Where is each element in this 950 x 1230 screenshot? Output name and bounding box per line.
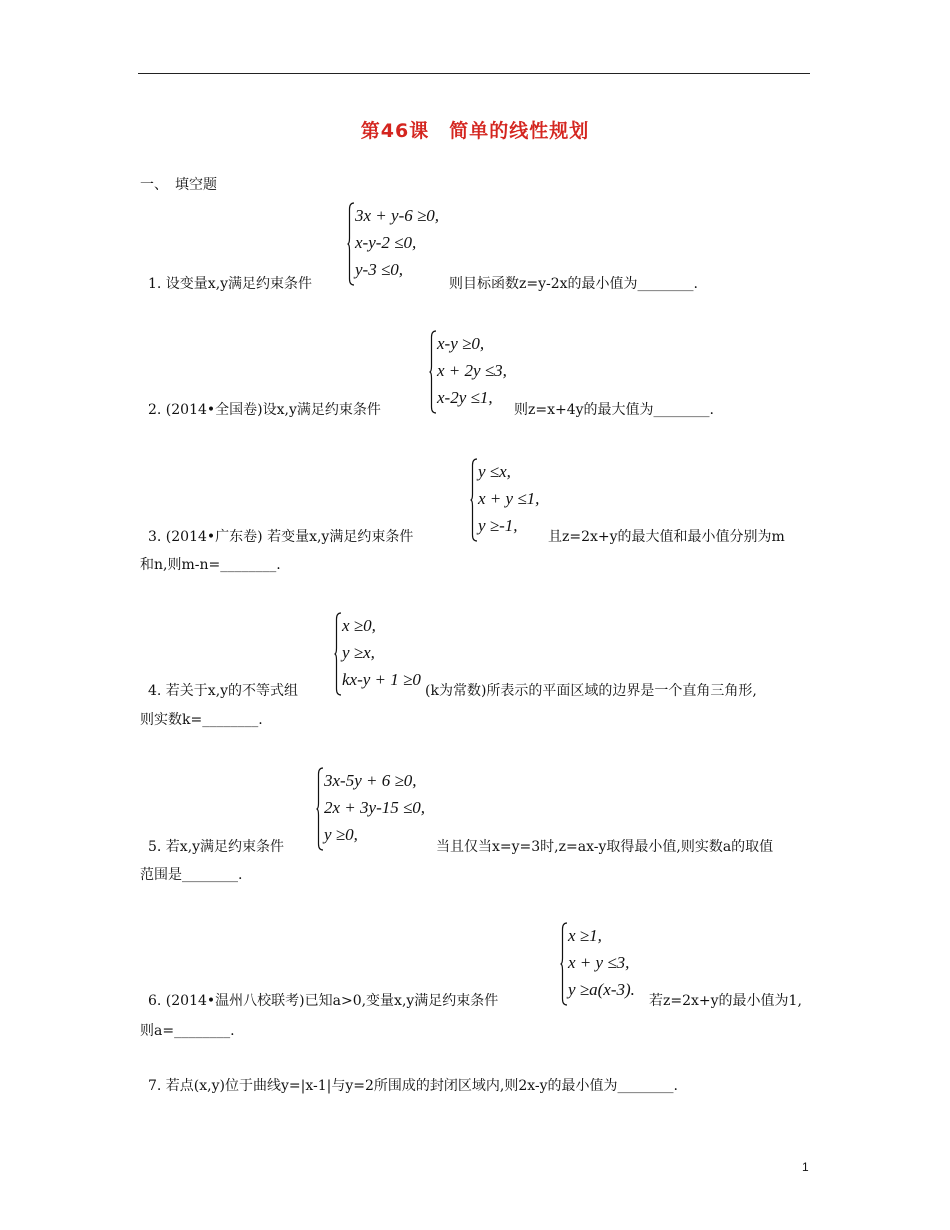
problem-7-stem: 7. 若点(x,y)位于曲线y=|x-1|与y=2所围成的封闭区域内,则2x-y的最小值为________.	[148, 1078, 678, 1094]
constraint-line: y ≥-1,	[478, 516, 518, 535]
constraint-line: y ≥0,	[324, 825, 358, 844]
constraint-line: y-3 ≤0,	[355, 260, 404, 279]
problem-6-question: 若z=2x+y的最小值为1,	[649, 993, 802, 1009]
constraint-line: x + 2y ≤3,	[437, 361, 507, 380]
constraint-line: y ≤x,	[478, 462, 511, 481]
problem-6-stem: 6. (2014•温州八校联考)已知a>0,变量x,y满足约束条件	[148, 993, 499, 1009]
problem-3-continuation: 和n,则m-n=________.	[140, 557, 281, 573]
brace-icon	[334, 612, 342, 696]
constraint-line: x ≥1,	[568, 926, 602, 945]
system-lines	[478, 458, 539, 539]
constraint-line: 3x + y-6 ≥0,	[355, 206, 440, 225]
problem-5-continuation: 范围是________.	[140, 867, 243, 883]
constraint-line: x-y ≥0,	[437, 334, 485, 353]
system-lines	[355, 202, 439, 283]
brace-icon	[429, 330, 437, 414]
problem-4-continuation: 则实数k=________.	[140, 712, 263, 728]
problem-6-continuation: 则a=________.	[140, 1023, 235, 1039]
system-lines	[324, 767, 425, 848]
constraint-line: x + y ≤1,	[478, 489, 540, 508]
system-lines	[568, 922, 635, 1003]
system-lines	[437, 330, 507, 411]
problem-2-question: 则z=x+4y的最大值为________.	[514, 402, 714, 418]
brace-icon	[560, 922, 568, 1006]
section-heading: 一、 填空题	[140, 177, 217, 193]
system-lines	[342, 612, 421, 693]
problem-2-stem: 2. (2014•全国卷)设x,y满足约束条件	[148, 402, 381, 418]
lesson-title: 第46课 简单的线性规划	[360, 120, 590, 142]
constraint-line: x-2y ≤1,	[437, 388, 493, 407]
header-rule	[138, 73, 810, 74]
constraint-line: kx-y + 1 ≥0	[342, 670, 421, 689]
problem-3-question: 且z=2x+y的最大值和最小值分别为m	[548, 529, 785, 545]
page-number: 1	[802, 1160, 809, 1174]
constraint-line: x + y ≤3,	[568, 953, 630, 972]
problem-1-stem: 1. 设变量x,y满足约束条件	[148, 276, 313, 292]
constraint-line: 2x + 3y-15 ≤0,	[324, 798, 426, 817]
constraint-line: y ≥a(x-3).	[568, 980, 635, 999]
problem-4-question: (k为常数)所表示的平面区域的边界是一个直角三角形,	[425, 683, 757, 699]
constraint-line: y ≥x,	[342, 643, 375, 662]
problem-5-question: 当且仅当x=y=3时,z=ax-y取得最小值,则实数a的取值	[436, 839, 774, 855]
problem-3-stem: 3. (2014•广东卷) 若变量x,y满足约束条件	[148, 529, 414, 545]
constraint-line: x-y-2 ≤0,	[355, 233, 417, 252]
problem-1-question: 则目标函数z=y-2x的最小值为________.	[449, 276, 698, 292]
brace-icon	[316, 767, 324, 851]
constraint-line: x ≥0,	[342, 616, 376, 635]
brace-icon	[470, 458, 478, 542]
constraint-line: 3x-5y + 6 ≥0,	[324, 771, 417, 790]
brace-icon	[347, 202, 355, 286]
problem-5-stem: 5. 若x,y满足约束条件	[148, 839, 285, 855]
problem-4-stem: 4. 若关于x,y的不等式组	[148, 683, 299, 699]
